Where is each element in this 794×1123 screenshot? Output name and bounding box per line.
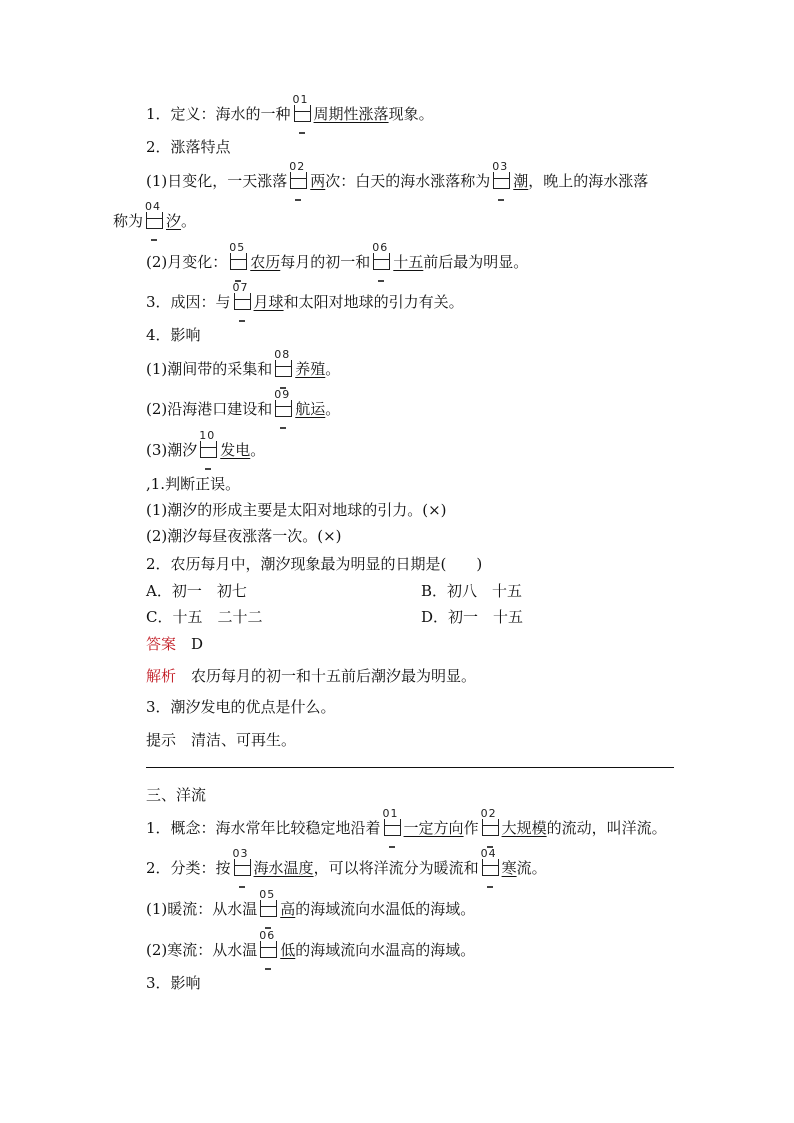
- blank-marker: 05: [260, 900, 277, 922]
- daily-change-line-cont: 称为 04 汐。: [113, 211, 196, 234]
- section-divider: [146, 767, 674, 768]
- answer-text: 海水温度: [253, 859, 314, 877]
- answer-text: 十五: [393, 253, 424, 271]
- subheading-impact: 4．影响: [146, 326, 201, 344]
- answer-value: D: [191, 635, 204, 653]
- option-d: D．初一 十五: [421, 608, 524, 626]
- blank-marker: 06: [373, 253, 390, 275]
- blank-marker: 09: [275, 400, 292, 422]
- analysis-text: 农历每月的初一和十五前后潮汐最为明显。: [191, 667, 477, 685]
- cause-line: 3．成因：与 07 月球和太阳对地球的引力有关。: [146, 292, 464, 315]
- hint-text: 清洁、可再生。: [191, 731, 297, 749]
- blank-marker: 02: [290, 172, 307, 194]
- hint-label: 提示: [146, 731, 177, 749]
- question-1: ,1.判断正误。: [146, 475, 241, 493]
- subheading-ocean-impact: 3．影响: [146, 974, 201, 992]
- impact-line-1: (1)潮间带的采集和 08 养殖。: [146, 359, 340, 382]
- blank-marker: 01: [294, 105, 311, 127]
- blank-marker: 10: [200, 441, 217, 463]
- subheading-features: 2．涨落特点: [146, 138, 231, 156]
- blank-marker: 07: [234, 293, 251, 315]
- impact-line-3: (3)潮汐 10 发电。: [146, 440, 265, 463]
- blank-marker: 08: [275, 360, 292, 382]
- answer-text: 潮: [513, 172, 529, 190]
- daily-change-line: (1)日变化，一天涨落 02 两次：白天的海水涨落称为 03 潮，晚上的海水涨落: [146, 171, 648, 194]
- analysis-label: 解析: [146, 667, 177, 685]
- answer-text: 月球: [253, 293, 284, 311]
- classification-line: 2．分类：按 03 海水温度，可以将洋流分为暖流和 04 寒流。: [146, 858, 547, 881]
- warm-current-line: (1)暖流：从水温 05 高的海域流向水温低的海域。: [146, 899, 475, 922]
- monthly-change-line: (2)月变化： 05 农历每月的初一和 06 十五前后最为明显。: [146, 252, 528, 275]
- answer-text: 汐: [166, 212, 182, 230]
- blank-marker: 03: [234, 859, 251, 881]
- answer-text: 两: [310, 172, 326, 190]
- blank-marker: 05: [230, 253, 247, 275]
- blank-marker: 04: [482, 859, 499, 881]
- answer-text: 低: [280, 941, 296, 959]
- answer-label: 答案: [146, 635, 177, 653]
- answer-text: 周期性涨落: [313, 105, 389, 123]
- hint-line: [146, 730, 296, 750]
- answer-text: 航运: [295, 400, 326, 418]
- concept-line: 1．概念：海水常年比较稳定地沿着 01 一定方向作 02 大规模的流动，叫洋流。: [146, 818, 667, 841]
- line-text: 1．定义：海水的一种: [146, 105, 291, 123]
- question-3: 3．潮汐发电的优点是什么。: [146, 698, 336, 716]
- answer-text: 寒: [501, 859, 517, 877]
- blank-marker: 06: [260, 941, 277, 963]
- question-2: 2．农历每月中，潮汐现象最为明显的日期是( ): [146, 555, 483, 573]
- answer-text: 一定方向: [403, 819, 464, 837]
- answer-text: 农历: [250, 253, 281, 271]
- answer-text: 高: [280, 900, 296, 918]
- option-b: B．初八 十五: [421, 582, 523, 600]
- answer-text: 发电: [220, 441, 251, 459]
- option-c: C．十五 二十二: [146, 608, 263, 626]
- answer-text: 养殖: [295, 360, 326, 378]
- section-title-ocean-currents: 三、洋流: [146, 786, 207, 804]
- answer-line: [146, 634, 203, 654]
- blank-marker: 03: [493, 172, 510, 194]
- cold-current-line: (2)寒流：从水温 06 低的海域流向水温高的海域。: [146, 940, 475, 963]
- blank-marker: 04: [146, 212, 163, 234]
- analysis-line: [146, 666, 476, 686]
- question-1a: (1)潮汐的形成主要是太阳对地球的引力。(×): [146, 501, 447, 519]
- blank-marker: 01: [384, 819, 401, 841]
- question-1b: (2)潮汐每昼夜涨落一次。(×): [146, 527, 342, 545]
- definition-line: 1．定义：海水的一种 01 周期性涨落现象。: [146, 104, 434, 127]
- answer-text: 大规模: [501, 819, 547, 837]
- blank-marker: 02: [482, 819, 499, 841]
- impact-line-2: (2)沿海港口建设和 09 航运。: [146, 399, 340, 422]
- option-a: A．初一 初七: [146, 582, 247, 600]
